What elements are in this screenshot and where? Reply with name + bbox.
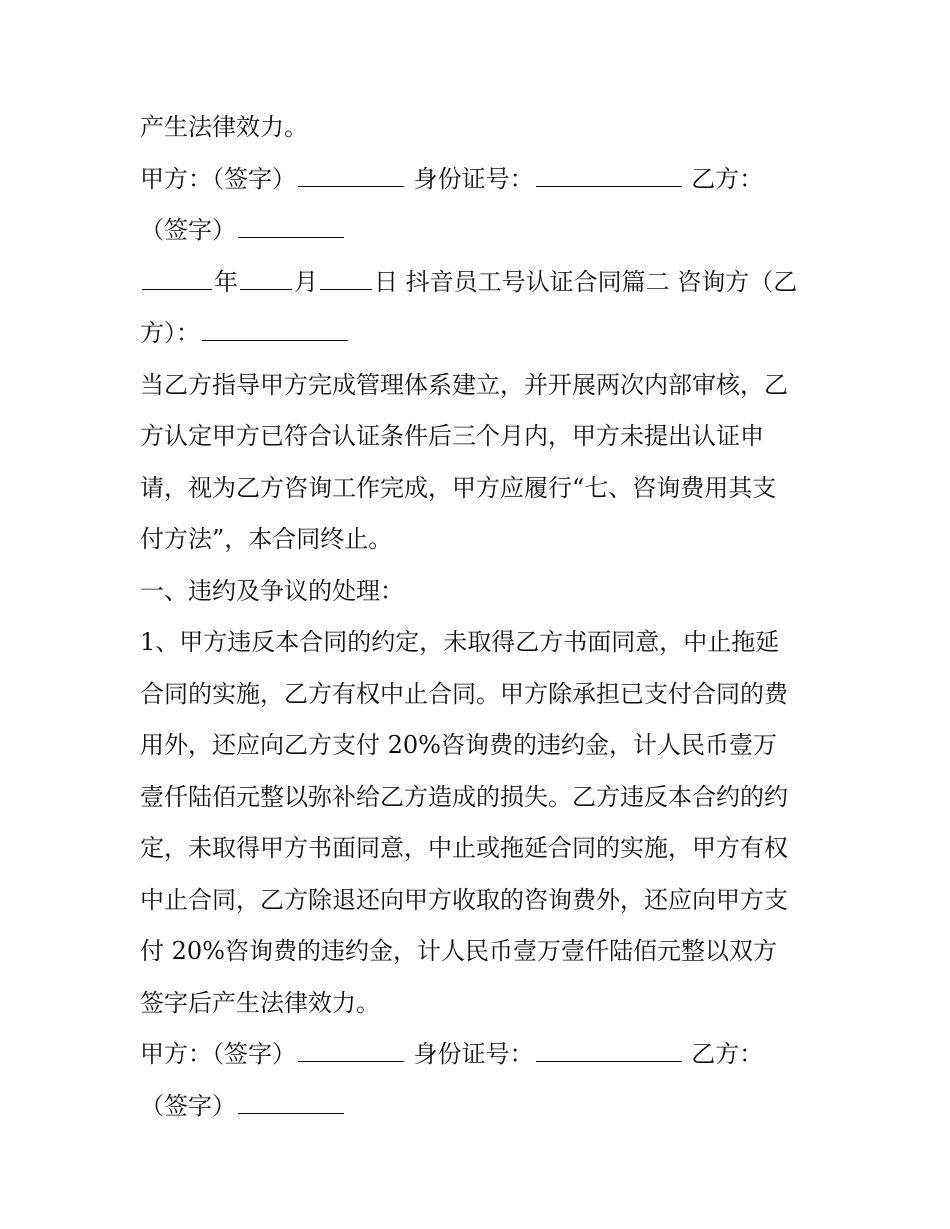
text-line — [140, 411, 820, 463]
text-line — [140, 720, 820, 772]
text-line — [140, 772, 820, 824]
month-label: 月 — [294, 267, 318, 296]
party-a-signature-label: 甲方：（签字） — [140, 1040, 296, 1068]
year-blank — [142, 261, 212, 290]
text-segment: 壹仟陆佰元整以弥补给乙方造成的损失。乙方违反本合约的约 — [140, 782, 788, 811]
party-b-signature-label: （签字） — [140, 216, 236, 244]
text-segment: 一、违约及争议的处理： — [140, 576, 404, 605]
month-blank — [240, 261, 292, 290]
text-segment: 合同的实施，乙方有权中止合同。甲方除承担已支付合同的费 — [140, 679, 788, 708]
text-line — [140, 514, 820, 566]
id-number-blank — [536, 1033, 682, 1062]
text-segment: 1、甲方违反本合同的约定，未取得乙方书面同意，中止拖延 — [140, 628, 780, 656]
party-b-signature-label: （签字） — [140, 1091, 236, 1120]
text-segment: 请，视为乙方咨询工作完成，甲方应履行“七、咨询费用其支 — [140, 473, 777, 502]
signature-line — [140, 1081, 820, 1133]
text-segment: 用外，还应向乙方支付 20%咨询费的违约金，计人民币壹万 — [140, 731, 777, 759]
year-label: 年 — [214, 267, 238, 296]
text-line — [140, 360, 820, 412]
consultant-label: 方）： — [140, 319, 200, 347]
document-page — [140, 102, 820, 1132]
section-heading — [140, 566, 820, 618]
party-a-signature-blank — [298, 1033, 404, 1062]
text-line — [140, 823, 820, 875]
signature-line — [140, 154, 820, 206]
text-line — [140, 102, 820, 154]
consultant-line — [140, 308, 820, 360]
day-blank — [320, 261, 372, 290]
text-line — [140, 978, 820, 1030]
text-segment: 签字后产生法律效力。 — [140, 988, 380, 1017]
id-number-blank — [536, 158, 682, 187]
text-segment: 中止合同，乙方除退还向甲方收取的咨询费外，还应向甲方支 — [140, 885, 788, 914]
text-line — [140, 463, 820, 515]
party-b-signature-blank — [238, 209, 344, 238]
text-segment: 付方法”，本合同终止。 — [140, 525, 393, 553]
text-segment: 定，未取得甲方书面同意，中止或拖延合同的实施，甲方有权 — [140, 834, 788, 862]
party-a-signature-label: 甲方：（签字） — [140, 164, 296, 193]
text-line — [140, 926, 820, 978]
text-segment: 当乙方指导甲方完成管理体系建立，并开展两次内部审核，乙 — [140, 370, 788, 399]
text-segment: 方认定甲方已符合认证条件后三个月内，甲方未提出认证申 — [140, 422, 764, 450]
date-line — [140, 257, 820, 309]
day-and-heading-text: 日 抖音员工号认证合同篇二 咨询方（乙 — [374, 267, 798, 296]
party-b-label: 乙方： — [691, 164, 764, 193]
signature-line — [140, 205, 820, 257]
text-segment: 产生法律效力。 — [140, 113, 308, 141]
text-segment: 付 20%咨询费的违约金，计人民币壹万壹仟陆佰元整以双方 — [140, 937, 777, 965]
party-a-signature-blank — [298, 158, 404, 187]
party-b-label: 乙方： — [691, 1040, 764, 1068]
text-line — [140, 875, 820, 927]
text-line — [140, 669, 820, 721]
id-number-label: 身份证号： — [413, 1040, 534, 1068]
signature-line — [140, 1029, 820, 1081]
text-line — [140, 617, 820, 669]
party-b-signature-blank — [238, 1085, 344, 1114]
consultant-blank — [202, 312, 348, 341]
id-number-label: 身份证号： — [413, 164, 534, 193]
